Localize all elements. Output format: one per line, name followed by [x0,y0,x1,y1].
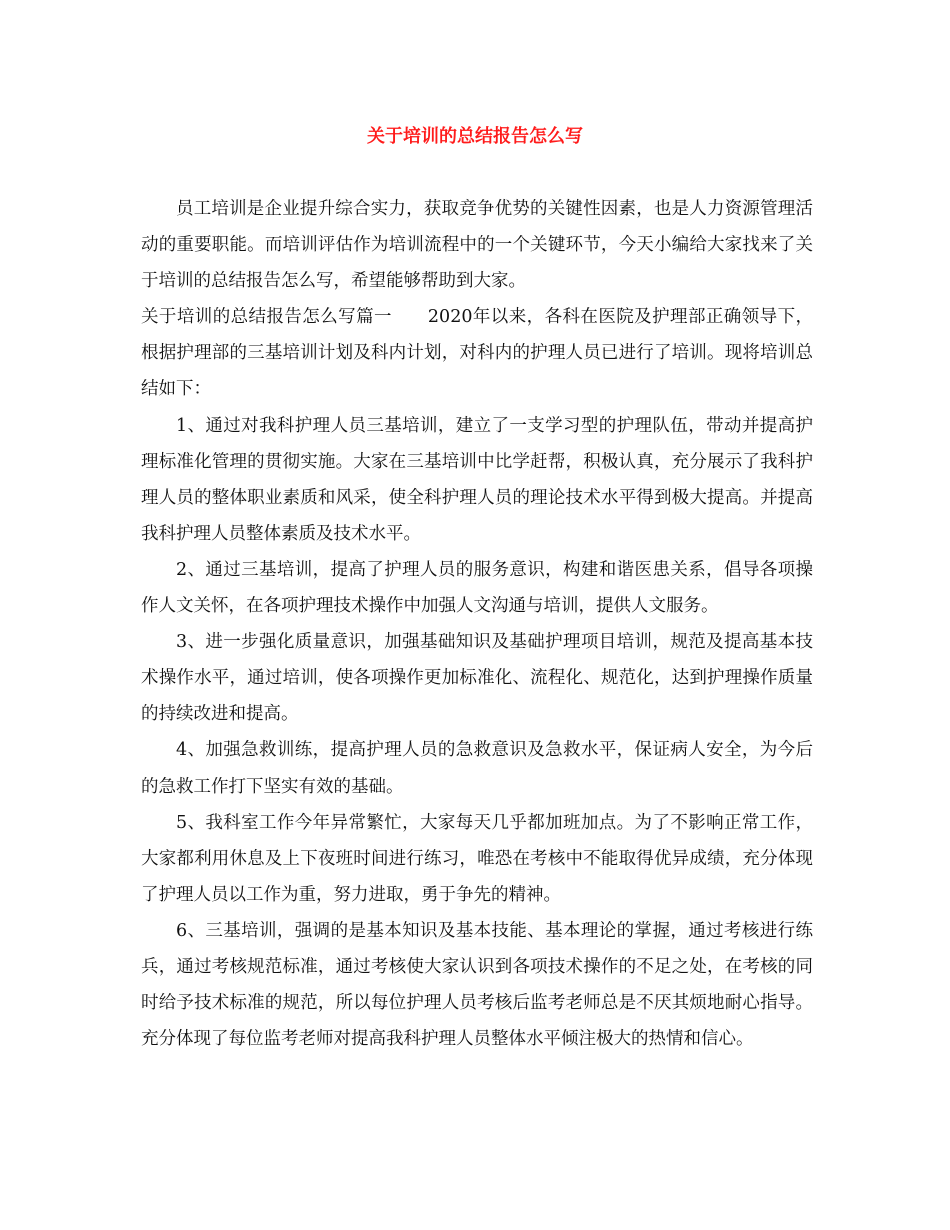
section-heading: 关于培训的总结报告怎么写篇一 [141,307,392,328]
document-body [141,191,813,1057]
section-paragraph [141,299,813,407]
section-lead: 2020年以来，各科在医院及护理部正确领导下，根据护理部的三基培训计划及科内计划，对科内的护理人员已进行了培训。现将培训总结如下： [141,307,813,400]
point-paragraph-5: 5、我科室工作今年异常繁忙，大家每天几乎都加班加点。为了不影响正常工作，大家都利用休息及上下夜班时间进行练习，唯恐在考核中不能取得优异成绩，充分体现了护理人员以工作为重，努力进取，勇于争先的精神。 [141,812,813,905]
point-paragraph-3: 3、进一步强化质量意识，加强基础知识及基础护理项目培训，规范及提高基本技术操作水平，通过培训，使各项操作更加标准化、流程化、规范化，达到护理操作质量的持续改进和提高。 [141,632,813,725]
point-paragraph-1: 1、通过对我科护理人员三基培训，建立了一支学习型的护理队伍，带动并提高护理标准化管理的贯彻实施。大家在三基培训中比学赶帮，积极认真，充分展示了我科护理人员的整体职业素质和风采，使全科护理人员的理论技术水平得到极大提高。并提高我科护理人员整体素质及技术水平。 [141,415,813,544]
point-paragraph-2: 2、通过三基培训，提高了护理人员的服务意识，构建和谐医患关系，倡导各项操作人文关怀，在各项护理技术操作中加强人文沟通与培训，提供人文服务。 [141,559,813,617]
document-title: 关于培训的总结报告怎么写 [367,126,583,147]
point-paragraph-4: 4、加强急救训练，提高护理人员的急救意识及急救水平，保证病人安全，为今后的急救工作打下坚实有效的基础。 [141,740,813,797]
intro-paragraph: 员工培训是企业提升综合实力，获取竞争优势的关键性因素，也是人力资源管理活动的重要职能。而培训评估作为培训流程中的一个关键环节，今天小编给大家找来了关于培训的总结报告怎么写，希望能够帮助到大家。 [141,199,813,292]
point-paragraph-6: 6、三基培训，强调的是基本知识及基本技能、基本理论的掌握，通过考核进行练兵，通过考核规范标准，通过考核使大家认识到各项技术操作的不足之处，在考核的同时给予技术标准的规范，所以每位护理人员考核后监考老师总是不厌其烦地耐心指导。充分体现了每位监考老师对提高我科护理人员整体水平倾注极大的热情和信心。 [141,920,813,1050]
